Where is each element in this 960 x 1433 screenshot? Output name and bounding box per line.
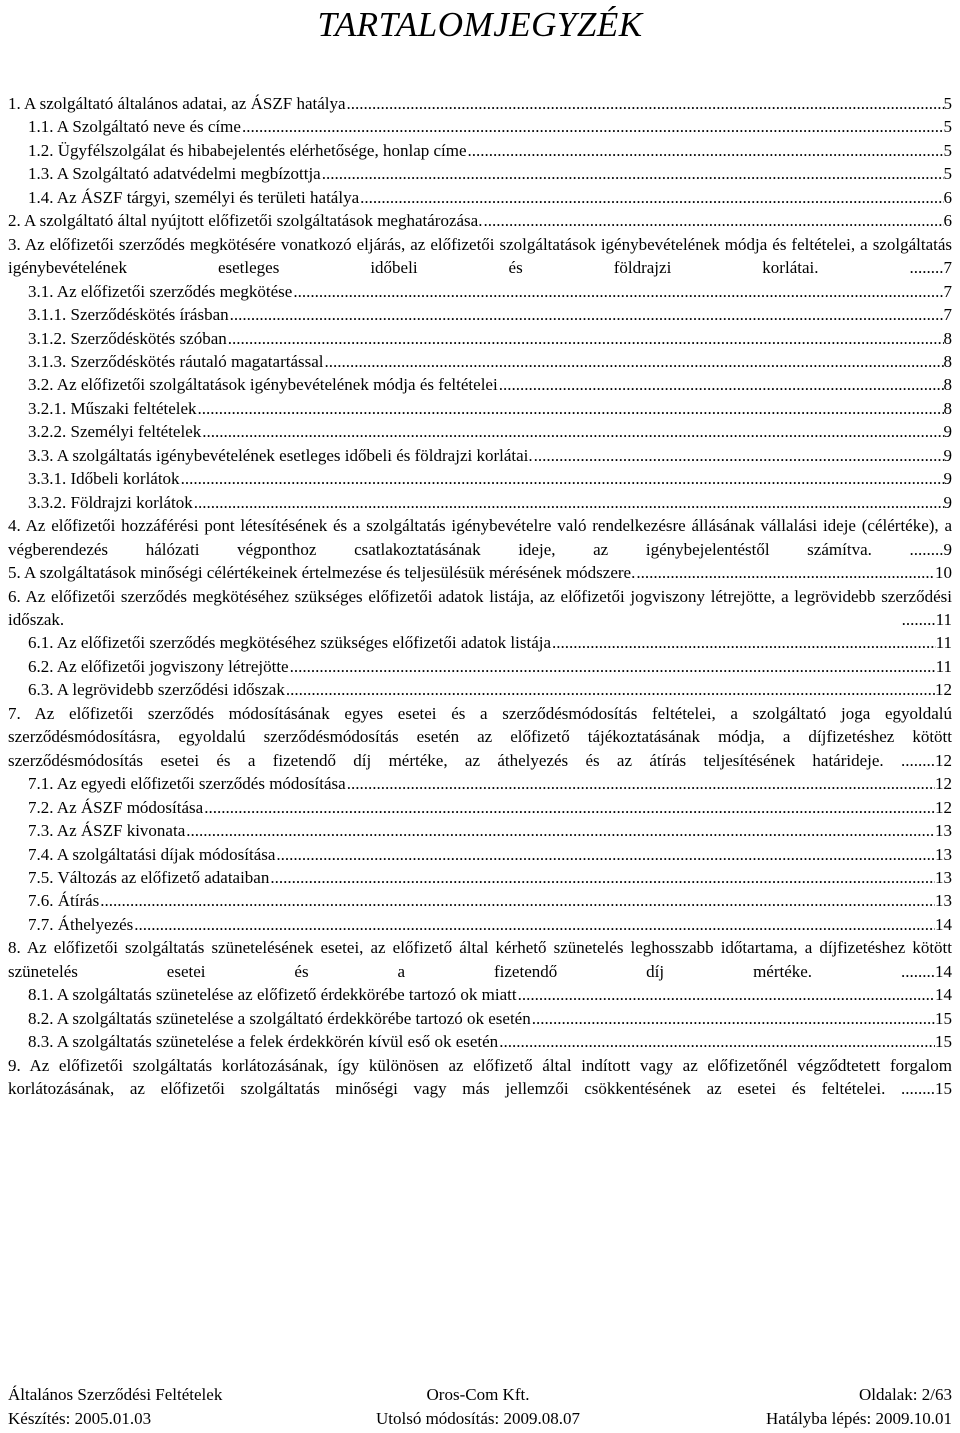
toc-leader-dots — [290, 655, 936, 678]
toc-entry-text: 4. Az előfizetői hozzáférési pont létesítésének és a szolgáltatás igénybevételre való rendelkezésre állásának vállalási ideje (célértéke), a végberendezés hálózati végponthoz csatlakoztatásának ideje, az igénybejelentéstől számítva. — [8, 516, 952, 559]
toc-page-number: 10 — [935, 563, 952, 583]
toc-entry[interactable] — [8, 936, 952, 983]
toc-page-number: 8 — [943, 328, 952, 348]
toc-entry[interactable] — [8, 631, 952, 654]
toc-entry-text: 3.3. A szolgáltatás igénybevételének esetleges időbeli és földrajzi korlátai. — [28, 445, 533, 465]
toc-page-number: 11 — [935, 609, 952, 629]
toc-page-number: 13 — [935, 844, 952, 864]
toc-entry[interactable] — [8, 1007, 952, 1030]
toc-entry-text: 8. Az előfizetői szolgáltatás szünetelésének esetei, az előfizető által kérhető szünetelés leghosszabb időtartama, a díjfizetéshez kötött szünetelés esetei és a fizetendő díj mértéke. — [8, 938, 952, 981]
toc-entry-text: 7.4. A szolgáltatási díjak módosítása — [28, 844, 276, 864]
toc-entry[interactable] — [8, 514, 952, 561]
toc-entry[interactable] — [8, 772, 952, 795]
toc-entry-text: 7.1. Az egyedi előfizetői szerződés módosítása — [28, 774, 346, 794]
toc-entry-text: 1.4. Az ÁSZF tárgyi, személyi és területi hatálya — [28, 187, 360, 207]
footer-row-2 — [8, 1407, 952, 1430]
toc-leader-dots — [499, 1030, 935, 1053]
toc-entry-text: 1.3. A Szolgáltató adatvédelmi megbízottja — [28, 164, 321, 184]
toc-entry-text: 3.1. Az előfizetői szerződés megkötése — [28, 281, 293, 301]
toc-entry-text: 1.2. Ügyfélszolgálat és hibabejelentés elérhetősége, honlap címe — [28, 140, 467, 160]
toc-leader-dots — [322, 162, 944, 185]
toc-entry[interactable] — [8, 209, 952, 232]
toc-leader-dots — [100, 889, 935, 912]
toc-entry[interactable] — [8, 983, 952, 1006]
toc-entry[interactable] — [8, 913, 952, 936]
toc-leader-dots — [286, 678, 935, 701]
toc-entry-text: 8.3. A szolgáltatás szünetelése a felek érdekkörén kívül eső ok esetén — [28, 1032, 499, 1052]
toc-leader-dots — [186, 819, 935, 842]
toc-page-number: 9 — [943, 422, 952, 442]
toc-entry[interactable] — [8, 491, 952, 514]
toc-entry[interactable] — [8, 233, 952, 280]
toc-entry[interactable] — [8, 444, 952, 467]
toc-leader-dots — [198, 397, 944, 420]
toc-entry[interactable] — [8, 373, 952, 396]
toc-entry-text: 8.1. A szolgáltatás szünetelése az előfizető érdekkörébe tartozó ok miatt — [28, 985, 517, 1005]
toc-entry-text: 7. Az előfizetői szerződés módosításának egyes esetei és a szerződésmódosítás feltételei, a szolgáltató joga egyoldalú szerződésmódosításra, egyoldalú szerződésmódosítás esetén az előfizető tájékoztatásának módja, a díjfizetéshez kötött szerződésmódosítás esetei és a fizetendő díj mértéke, az áthelyezés és az átírás teljesítésének határideje. — [8, 703, 952, 770]
toc-entry[interactable] — [8, 92, 952, 115]
toc-entry-text: 3.2.2. Személyi feltételek — [28, 422, 202, 442]
table-of-contents — [8, 92, 952, 1100]
toc-page-number: 8 — [943, 398, 952, 418]
toc-entry[interactable] — [8, 327, 952, 350]
toc-page-number: 7 — [943, 305, 952, 325]
toc-leader-dots — [347, 772, 935, 795]
toc-entry[interactable] — [8, 702, 952, 772]
toc-entry-text: 7.3. Az ÁSZF kivonata — [28, 821, 186, 841]
toc-leader-dots — [360, 186, 943, 209]
toc-leader-dots: ........ — [64, 609, 936, 629]
toc-entry-text: 7.2. Az ÁSZF módosítása — [28, 797, 204, 817]
toc-leader-dots: ........ — [883, 750, 935, 770]
toc-leader-dots — [270, 866, 935, 889]
toc-entry-text: 7.6. Átírás — [28, 891, 100, 911]
footer-modified-date: Utolsó módosítás: 2009.08.07 — [375, 1409, 580, 1428]
toc-page-number: 14 — [935, 961, 952, 981]
toc-entry[interactable] — [8, 420, 952, 443]
toc-entry[interactable] — [8, 139, 952, 162]
toc-leader-dots — [204, 796, 935, 819]
toc-entry[interactable] — [8, 115, 952, 138]
toc-page-number: 5 — [943, 94, 952, 113]
toc-leader-dots — [483, 209, 943, 232]
toc-entry-text: 3.2.1. Műszaki feltételek — [28, 398, 197, 418]
toc-page-number: 12 — [935, 680, 952, 700]
toc-leader-dots — [325, 350, 944, 373]
toc-entry[interactable] — [8, 186, 952, 209]
toc-entry[interactable] — [8, 678, 952, 701]
toc-entry[interactable] — [8, 796, 952, 819]
toc-leader-dots — [518, 983, 935, 1006]
toc-page-number: 13 — [935, 891, 952, 911]
toc-leader-dots — [499, 373, 944, 396]
toc-leader-dots — [202, 420, 943, 443]
toc-leader-dots — [636, 561, 935, 584]
toc-leader-dots — [194, 491, 944, 514]
toc-leader-dots — [134, 913, 935, 936]
toc-leader-dots: ........ — [871, 539, 944, 559]
toc-entry-text: 6.3. A legrövidebb szerződési időszak — [28, 680, 285, 700]
footer-row-1 — [8, 1383, 952, 1406]
toc-page-number: 11 — [935, 656, 952, 676]
toc-leader-dots — [181, 467, 944, 490]
toc-page-number: 5 — [943, 164, 952, 184]
toc-leader-dots: ........ — [812, 961, 935, 981]
toc-page-number: 5 — [943, 117, 952, 137]
toc-entry-text: 6.1. Az előfizetői szerződés megkötéséhez szükséges előfizetői adatok listája — [28, 633, 552, 653]
toc-page-number: 14 — [935, 985, 952, 1005]
toc-page-number: 14 — [935, 914, 952, 934]
toc-entry[interactable] — [8, 1030, 952, 1053]
toc-entry-text: 7.5. Változás az előfizető adataiban — [28, 867, 270, 887]
toc-entry-text: 3.1.2. Szerződéskötés szóban — [28, 328, 227, 348]
footer-document-name: Általános Szerződési Feltételek — [8, 1385, 223, 1404]
toc-entry[interactable] — [8, 866, 952, 889]
toc-entry-text: 3.2. Az előfizetői szolgáltatások igénybevételének módja és feltételei — [28, 375, 498, 395]
toc-entry-text: 3. Az előfizetői szerződés megkötésére vonatkozó eljárás, az előfizetői szolgáltatások igénybevételének módja és feltételei, a szolgáltatás igénybevételének esetleges időbeli és földrajzi korlátai. — [8, 234, 952, 278]
toc-page-number: 9 — [943, 469, 952, 489]
toc-entry-text: 1. A szolgáltató általános adatai, az ÁSZF hatálya — [8, 94, 346, 113]
toc-leader-dots: ........ — [818, 258, 944, 278]
toc-leader-dots — [276, 843, 935, 866]
footer-effective-date: Hatályba lépés: 2009.10.01 — [765, 1409, 952, 1428]
toc-leader-dots — [230, 303, 944, 326]
toc-page-number: 11 — [935, 633, 952, 653]
toc-page-number: 8 — [943, 375, 952, 395]
toc-page-number: 13 — [935, 821, 952, 841]
toc-entry-text: 3.3.1. Időbeli korlátok — [28, 469, 180, 489]
toc-entry[interactable] — [8, 655, 952, 678]
toc-leader-dots — [293, 280, 943, 303]
footer-page-count: Oldalak: 2/63 — [858, 1385, 952, 1404]
toc-page-number: 12 — [935, 774, 952, 794]
toc-leader-dots — [552, 631, 936, 654]
toc-page-number: 6 — [943, 211, 952, 231]
toc-leader-dots — [532, 1007, 935, 1030]
toc-leader-dots — [228, 327, 944, 350]
toc-leader-dots — [534, 444, 944, 467]
toc-page-number: 6 — [943, 187, 952, 207]
toc-page-number: 9 — [943, 539, 952, 559]
toc-entry[interactable] — [8, 843, 952, 866]
footer-created-date: Készítés: 2005.01.03 — [8, 1409, 152, 1428]
toc-entry[interactable] — [8, 819, 952, 842]
toc-page-number: 15 — [935, 1079, 953, 1099]
toc-leader-dots: ........ — [885, 1079, 936, 1099]
toc-page-number: 12 — [935, 750, 952, 770]
toc-entry[interactable] — [8, 162, 952, 185]
toc-entry[interactable] — [8, 467, 952, 490]
toc-leader-dots — [347, 92, 944, 115]
toc-entry-text: 6.2. Az előfizetői jogviszony létrejötte — [28, 656, 289, 676]
toc-page-number: 8 — [943, 351, 952, 371]
toc-page-number: 9 — [943, 492, 952, 512]
toc-entry[interactable] — [8, 397, 952, 420]
toc-entry[interactable] — [8, 889, 952, 912]
toc-page-number: 9 — [943, 445, 952, 465]
toc-entry-text: 1.1. A Szolgáltató neve és címe — [28, 117, 241, 137]
toc-entry[interactable] — [8, 585, 952, 632]
toc-entry-text: 7.7. Áthelyezés — [28, 914, 134, 934]
toc-entry-text: 5. A szolgáltatások minőségi célértékeinek értelmezése és teljesülésük mérésének módszere. — [8, 563, 636, 583]
toc-page-number: 7 — [943, 258, 952, 278]
toc-entry-text: 3.3.2. Földrajzi korlátok — [28, 492, 193, 512]
toc-entry-text: 8.2. A szolgáltatás szünetelése a szolgáltató érdekkörébe tartozó ok esetén — [28, 1008, 531, 1028]
toc-entry[interactable] — [8, 561, 952, 584]
toc-page-number: 13 — [935, 867, 952, 887]
toc-entry[interactable] — [8, 350, 952, 373]
toc-entry-text: 3.1.3. Szerződéskötés ráutaló magatartással — [28, 351, 324, 371]
toc-entry-text: 3.1.1. Szerződéskötés írásban — [28, 305, 229, 325]
toc-entry[interactable] — [8, 280, 952, 303]
toc-entry-text: 2. A szolgáltató által nyújtott előfizetői szolgáltatások meghatározása. — [8, 211, 483, 231]
toc-entry-text: 9. Az előfizetői szolgáltatás korlátozásának, így különösen az előfizető által indított vagy az előfizetőnél végződtetett forgalom korlátozásának, az előfizetői szolgáltatás minőségi vagy más jellemzői csökkentésének az esetei és feltételei. — [8, 1055, 952, 1099]
toc-entry-text: 6. Az előfizetői szerződés megkötéséhez szükséges előfizetői adatok listája, az előfizetői jogviszony létrejötte, a legrövidebb szerződési időszak. — [8, 586, 952, 629]
toc-leader-dots — [468, 139, 944, 162]
toc-entry[interactable] — [8, 303, 952, 326]
toc-entry[interactable] — [8, 1054, 952, 1101]
toc-page-number: 15 — [935, 1032, 952, 1052]
toc-page-number: 12 — [935, 797, 952, 817]
footer-company: Oros-Com Kft. — [426, 1385, 530, 1404]
toc-page-number: 7 — [943, 281, 952, 301]
toc-leader-dots — [242, 115, 944, 138]
page-title: TARTALOMJEGYZÉK — [317, 5, 643, 44]
toc-page-number: 5 — [943, 140, 952, 160]
toc-page-number: 15 — [935, 1008, 952, 1028]
